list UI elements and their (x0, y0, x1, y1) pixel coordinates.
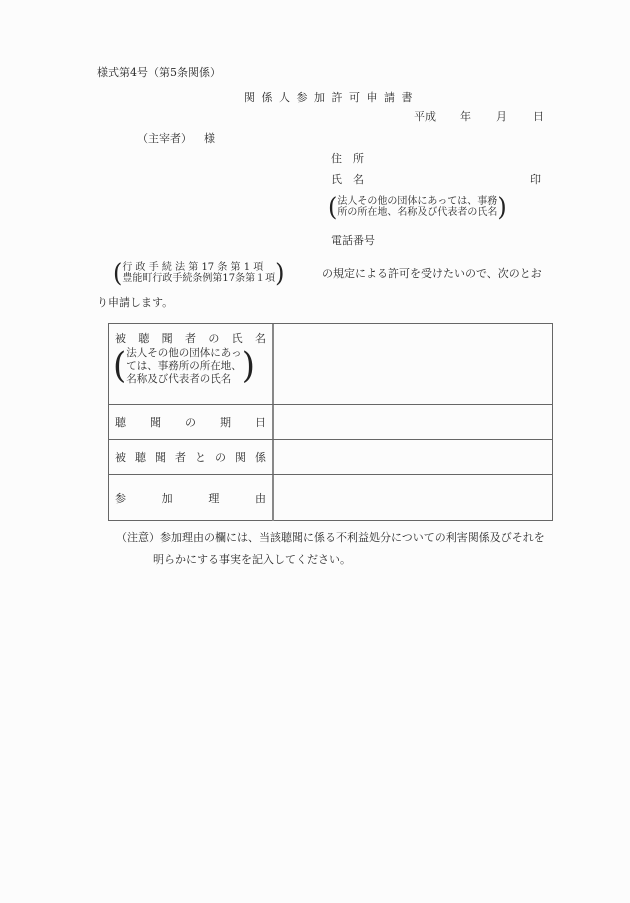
table-row-relationship (109, 440, 552, 475)
name-label: 氏 名 (331, 173, 364, 186)
row-label (109, 324, 274, 404)
label-char: 関 (235, 450, 246, 464)
open-paren: ( (113, 258, 123, 288)
date-day-label: 日 (533, 110, 544, 123)
note-block (116, 531, 545, 566)
respondent-note-line3: 名称及び代表者の氏名 (126, 372, 232, 385)
open-paren: ( (113, 345, 127, 387)
applicant-note-line1: 法人その他の団体にあっては、事務 (337, 196, 498, 207)
label-char: と (195, 450, 206, 464)
legal-reference-line1: 行 政 手 続 法 第 17 条 第 1 項 (122, 262, 264, 273)
label-char: 氏 (231, 332, 243, 345)
date-era: 平成 (414, 110, 436, 123)
respondent-note-line2: ては、事務所の所在地、 (126, 359, 242, 372)
row-label (109, 440, 274, 474)
label-char: の (215, 450, 226, 464)
addressee-role: （主宰者） (137, 132, 192, 145)
label-char: 被 (115, 450, 126, 464)
date-year-label: 年 (460, 110, 471, 123)
label-text (115, 416, 266, 429)
label-char: 聞 (155, 450, 166, 464)
close-paren: ) (275, 258, 285, 288)
label-text (115, 332, 266, 345)
label-char: 加 (161, 491, 173, 505)
label-char: 名 (254, 332, 266, 345)
participation-reason-field[interactable] (274, 475, 552, 521)
relationship-field[interactable] (274, 440, 552, 474)
note-line2: 明らかにする事実を記入してください。 (153, 553, 351, 566)
label-char: 者 (175, 450, 186, 464)
phone-label: 電話番号 (331, 234, 375, 247)
row-label (109, 405, 274, 439)
statement-line2: り申請します。 (97, 296, 174, 309)
hearing-date-field[interactable] (274, 405, 552, 439)
address-label: 住 所 (331, 152, 364, 165)
label-char: 期 (220, 415, 231, 429)
label-char: 聴 (135, 450, 146, 464)
label-char: の (208, 332, 220, 345)
table-row-respondent-name (109, 324, 552, 405)
label-char: 聴 (115, 415, 126, 429)
legal-reference-line2: 豊能町行政手続条例第17条第１項 (122, 273, 276, 284)
statement-line1: の規定による許可を受けたいので、次のとお (322, 267, 542, 280)
seal-label: 印 (530, 173, 541, 186)
date-month-label: 月 (496, 110, 507, 123)
label-char: 理 (208, 491, 220, 505)
label-char: 係 (255, 450, 266, 464)
applicant-note-line2: 所の所在地、名称及び代表者の氏名 (337, 207, 498, 218)
table-row-participation-reason (109, 475, 552, 521)
label-char: 聞 (150, 415, 161, 429)
row-label (109, 475, 274, 521)
label-char: 聞 (161, 332, 173, 345)
label-char: 者 (184, 332, 196, 345)
label-char: 被 (115, 332, 126, 345)
close-paren: ) (241, 345, 256, 387)
label-text (115, 492, 266, 505)
document-title: 関係人参加許可申請書 (244, 91, 419, 104)
respondent-corporate-note (113, 346, 266, 386)
legal-reference (113, 260, 284, 286)
label-char: の (185, 415, 196, 429)
form-number: 様式第4号（第5条関係） (97, 66, 221, 79)
label-char: 日 (255, 415, 266, 429)
label-char: 参 (115, 491, 126, 505)
label-text (115, 451, 266, 464)
open-paren: ( (328, 192, 338, 222)
label-char: 聴 (138, 332, 150, 345)
addressee-honorific: 様 (204, 132, 215, 145)
close-paren: ) (497, 192, 507, 222)
application-table (108, 323, 553, 521)
applicant-corporate-note (328, 194, 507, 220)
note-line1: （注意）参加理由の欄には、当該聴聞に係る不利益処分についての利害関係及びそれを (116, 531, 545, 544)
respondent-name-field[interactable] (274, 324, 552, 404)
respondent-note-line1: 法人その他の団体にあっ (126, 346, 242, 359)
table-row-hearing-date (109, 405, 552, 440)
label-char: 由 (254, 491, 266, 505)
